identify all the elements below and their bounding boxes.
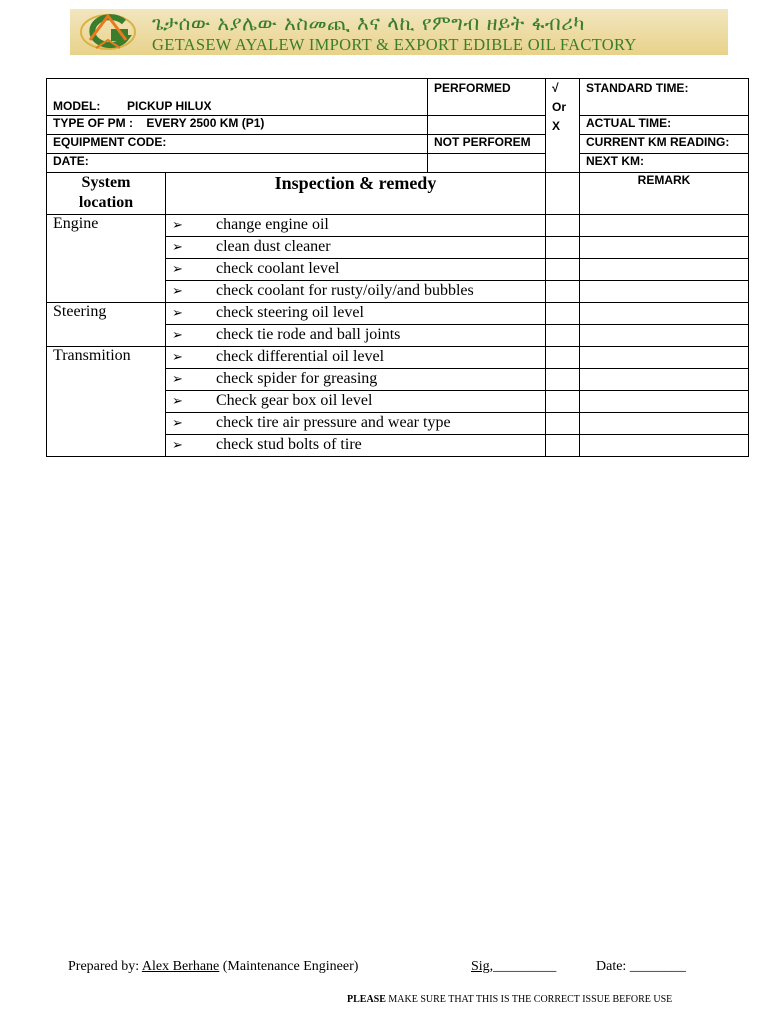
check-box[interactable]: [546, 237, 580, 259]
arrow-bullet-icon: ➢: [172, 306, 183, 321]
item-text: check spider for greasing: [216, 370, 378, 387]
or-label: Or: [552, 100, 567, 114]
check-box[interactable]: [546, 347, 580, 369]
system-location-header: [47, 173, 166, 215]
item-text: check tie rode and ball joints: [216, 326, 401, 343]
remark-cell[interactable]: [580, 215, 749, 237]
signature-field[interactable]: [471, 959, 556, 975]
company-logo-icon: [76, 10, 140, 54]
check-header-blank: [546, 173, 580, 215]
model-value: PICKUP HILUX: [127, 99, 212, 113]
prepared-by-line: [68, 959, 708, 979]
arrow-bullet-icon: ➢: [172, 394, 183, 409]
remark-cell[interactable]: [580, 259, 749, 281]
arrow-bullet-icon: ➢: [172, 284, 183, 299]
remark-header: REMARK: [580, 173, 749, 215]
check-box[interactable]: [546, 369, 580, 391]
company-name-english: GETASEW AYALEW IMPORT & EXPORT EDIBLE OIL FACTORY: [152, 35, 637, 54]
remark-cell[interactable]: [580, 369, 749, 391]
remark-cell[interactable]: [580, 237, 749, 259]
check-or-x-cell: [546, 79, 580, 173]
arrow-bullet-icon: ➢: [172, 350, 183, 365]
footer-date-label: Date:: [596, 959, 627, 974]
remark-cell[interactable]: [580, 391, 749, 413]
prepared-role: (Maintenance Engineer): [222, 959, 359, 974]
checklist-item: [166, 303, 546, 325]
remark-cell[interactable]: [580, 325, 749, 347]
x-label: X: [552, 119, 561, 133]
arrow-bullet-icon: ➢: [172, 328, 183, 343]
checklist-item: [166, 259, 546, 281]
check-box[interactable]: [546, 391, 580, 413]
model-label: MODEL:: [53, 99, 101, 113]
checklist-item: [166, 413, 546, 435]
prepared-name: Alex Berhane: [141, 959, 220, 974]
not-performed-blank: [428, 154, 546, 173]
next-km-label: NEXT KM:: [580, 154, 749, 173]
arrow-bullet-icon: ➢: [172, 416, 183, 431]
check-box[interactable]: [546, 435, 580, 457]
remark-cell[interactable]: [580, 435, 749, 457]
equipment-code-label: EQUIPMENT CODE:: [47, 135, 428, 154]
checklist-body: [47, 79, 749, 457]
checklist-item: [166, 325, 546, 347]
pm-checklist-table: [46, 78, 749, 457]
type-value: EVERY 2500 KM (P1): [146, 116, 265, 130]
arrow-bullet-icon: ➢: [172, 218, 183, 233]
checklist-item: [166, 281, 546, 303]
type-cell: [47, 116, 428, 135]
note-text: MAKE SURE THAT THIS IS THE CORRECT ISSUE BEFORE USE: [388, 994, 673, 1005]
check-box[interactable]: [546, 259, 580, 281]
performed-label: PERFORMED: [428, 79, 546, 116]
sig-blank: _________: [493, 959, 557, 974]
arrow-bullet-icon: ➢: [172, 438, 183, 453]
system-header-line2: location: [78, 194, 134, 211]
actual-time-label: ACTUAL TIME:: [580, 116, 749, 135]
check-box[interactable]: [546, 325, 580, 347]
item-text: check coolant level: [216, 260, 340, 277]
remark-cell[interactable]: [580, 303, 749, 325]
checklist-item: [166, 391, 546, 413]
arrow-bullet-icon: ➢: [172, 372, 183, 387]
type-label: TYPE OF PM :: [53, 116, 134, 130]
performed-blank: [428, 116, 546, 135]
remark-cell[interactable]: [580, 347, 749, 369]
remark-cell[interactable]: [580, 413, 749, 435]
note-bold: PLEASE: [347, 994, 386, 1005]
model-cell: [47, 79, 428, 116]
item-text: change engine oil: [216, 216, 329, 233]
system-header-line1: System: [81, 174, 131, 191]
arrow-bullet-icon: ➢: [172, 262, 183, 277]
checklist-item: [166, 347, 546, 369]
date-field[interactable]: [596, 959, 686, 975]
standard-time-label: STANDARD TIME:: [580, 79, 749, 116]
current-km-label: CURRENT KM READING:: [580, 135, 749, 154]
system-transmition: Transmition: [47, 347, 166, 457]
not-performed-label: NOT PERFOREM: [428, 135, 546, 154]
item-text: clean dust cleaner: [216, 238, 331, 255]
check-box[interactable]: [546, 215, 580, 237]
date-label: DATE:: [47, 154, 428, 173]
system-engine: Engine: [47, 215, 166, 303]
system-steering: Steering: [47, 303, 166, 347]
company-banner: [70, 9, 728, 55]
item-text: Check gear box oil level: [216, 392, 373, 409]
checklist-item: [166, 215, 546, 237]
item-text: check tire air pressure and wear type: [216, 414, 451, 431]
check-box[interactable]: [546, 281, 580, 303]
item-text: check differential oil level: [216, 348, 385, 365]
item-text: check steering oil level: [216, 304, 364, 321]
footer-date-blank: ________: [629, 959, 686, 974]
check-box[interactable]: [546, 413, 580, 435]
remark-cell[interactable]: [580, 281, 749, 303]
checklist-item: [166, 435, 546, 457]
check-mark: √: [552, 81, 559, 95]
check-box[interactable]: [546, 303, 580, 325]
arrow-bullet-icon: ➢: [172, 240, 183, 255]
checklist-item: [166, 237, 546, 259]
inspection-header: Inspection & remedy: [166, 173, 546, 215]
item-text: check stud bolts of tire: [216, 436, 362, 453]
company-name-amharic: ጌታሰው አያሌው አስመጪ እና ላኪ የምግብ ዘይት ፋብሪካ: [152, 11, 585, 35]
sig-label: Sig,: [471, 959, 494, 974]
issue-note: [347, 994, 672, 1005]
checklist-item: [166, 369, 546, 391]
item-text: check coolant for rusty/oily/and bubbles: [216, 282, 474, 299]
prepared-label: Prepared by:: [68, 959, 140, 974]
